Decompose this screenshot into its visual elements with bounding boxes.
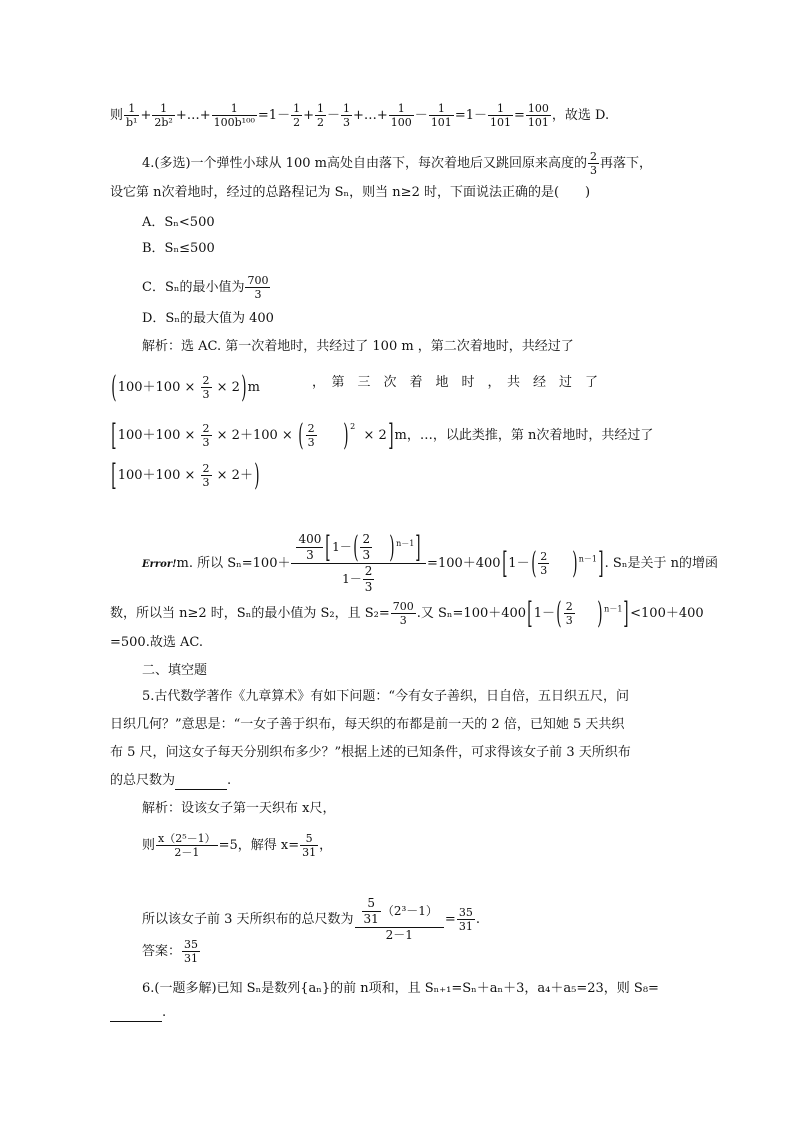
solution-4-line-4: [100＋100 × $\frac{2}{3}$ × 2＋)	[111, 457, 260, 493]
solution-4-line-3: [100＋100 × $\frac{2}{3}$ × 2＋100 × ( $\frac{2}{3}$ )$^2$ × 2]m，…，以此类推，第 n次着地时，共经过了	[111, 417, 654, 453]
answer-blank	[175, 775, 227, 790]
solution-4-line-2: (100＋100 × $\frac{2}{3}$ × 2)m	[111, 369, 260, 405]
question-4-line-1: 4.(多选)一个弹性小球从 100 m高处自由落下，每次着地后又跳回原来高度的 $\frac{2}{3}$ 再落下，	[142, 150, 652, 177]
question-4-line-2: 设它第 n次着地时，经过的总路程记为 Sₙ，则当 n≥2 时，下面说法正确的是( )	[110, 185, 591, 200]
solution-5-line-2: 则 $\frac{\text{x（2⁵－1）}}{2-1}$ =5，解得 x= $\frac{5}{31}$ ，	[142, 832, 333, 859]
sum-result-line: 则 $\frac{1}{\text{b¹}}$ + $\frac{1}{\text{2b²}}$ +…+ $\frac{1}{\text{100b¹⁰⁰}}$ =1－ $\frac{1}{2}$ + $\frac{1}{2}$ － $\frac{1}{3}$ +…+ $\frac{1}{100}$ － $\frac{1}{101}$ =1－ $\frac{1}{101}$ = $\frac{100}{101}$ ，故选 D.	[110, 102, 610, 129]
question-6-line-1: 6.(一题多解)已知 Sₙ是数列{aₙ}的前 n项和，且 Sₙ₊₁=Sₙ＋aₙ＋3，a₄＋a₅=23，则 S₈=	[142, 981, 659, 996]
solution-5-line-1: 解析：设该女子第一天织布 x尺，	[142, 801, 336, 816]
answer-5: 答案： $\frac{35}{31}$	[142, 938, 199, 965]
question-5-line-1: 5.古代数学著作《九章算术》有如下问题：“今有女子善织，日自倍，五日织五尺，问	[142, 689, 630, 704]
section-heading-fill-in: 二、填空题	[142, 663, 208, 678]
option-d: D．Sₙ的最大值为 400	[142, 311, 274, 326]
answer-blank-6	[110, 1007, 162, 1022]
question-5-line-4: 的总尺数为 .	[110, 773, 232, 788]
solution-4-line-6: 数，所以当 n≥2 时，Sₙ的最小值为 S₂，且 S₂= $\frac{700}{3}$ .又 Sₙ=100＋400[1－( $\frac{2}{3}$ )$^{n-1}$]<100＋400	[110, 595, 704, 631]
solution-4-line-5: Error!m. 所以 Sₙ=100＋ $\frac{400}{3}$ [1－( $\frac{2}{3}$ )$^{n-1}$] 1－ $\frac{2}{3}$ =100＋400[1－( $\frac{2}{3}$ )$^{n-1}$]. Sₙ是关于 n的增函	[142, 529, 718, 594]
option-b: B．Sₙ≤500	[142, 241, 215, 256]
solution-4-line-2-tail: ， 第 三 次 着 地 时 ， 共 经 过 了	[312, 375, 599, 390]
question-5-line-2: 日织几何？”意思是：“一女子善于织布，每天织的布都是前一天的 2 倍，已知她 5 天共织	[110, 717, 625, 732]
solution-4-line-1: 解析：选 AC. 第一次着地时，共经过了 100 m ，第二次着地时，共经过了	[142, 339, 574, 354]
question-5-line-3: 布 5 尺，问这女子每天分别织布多少？”根据上述的已知条件，可求得该女子前 3 天所织布	[110, 745, 631, 760]
option-a: A．Sₙ<500	[142, 215, 215, 230]
option-c: C．Sₙ的最小值为 $\frac{700}{3}$	[142, 274, 269, 301]
solution-5-line-3: 所以该女子前 3 天所织布的总尺数为 $\frac{5}{31}$ （2³－1） 2－1 = $\frac{35}{31}$ .	[142, 896, 480, 942]
question-6-line-2: .	[110, 1004, 166, 1022]
solution-4-line-7: =500.故选 AC.	[110, 635, 203, 650]
